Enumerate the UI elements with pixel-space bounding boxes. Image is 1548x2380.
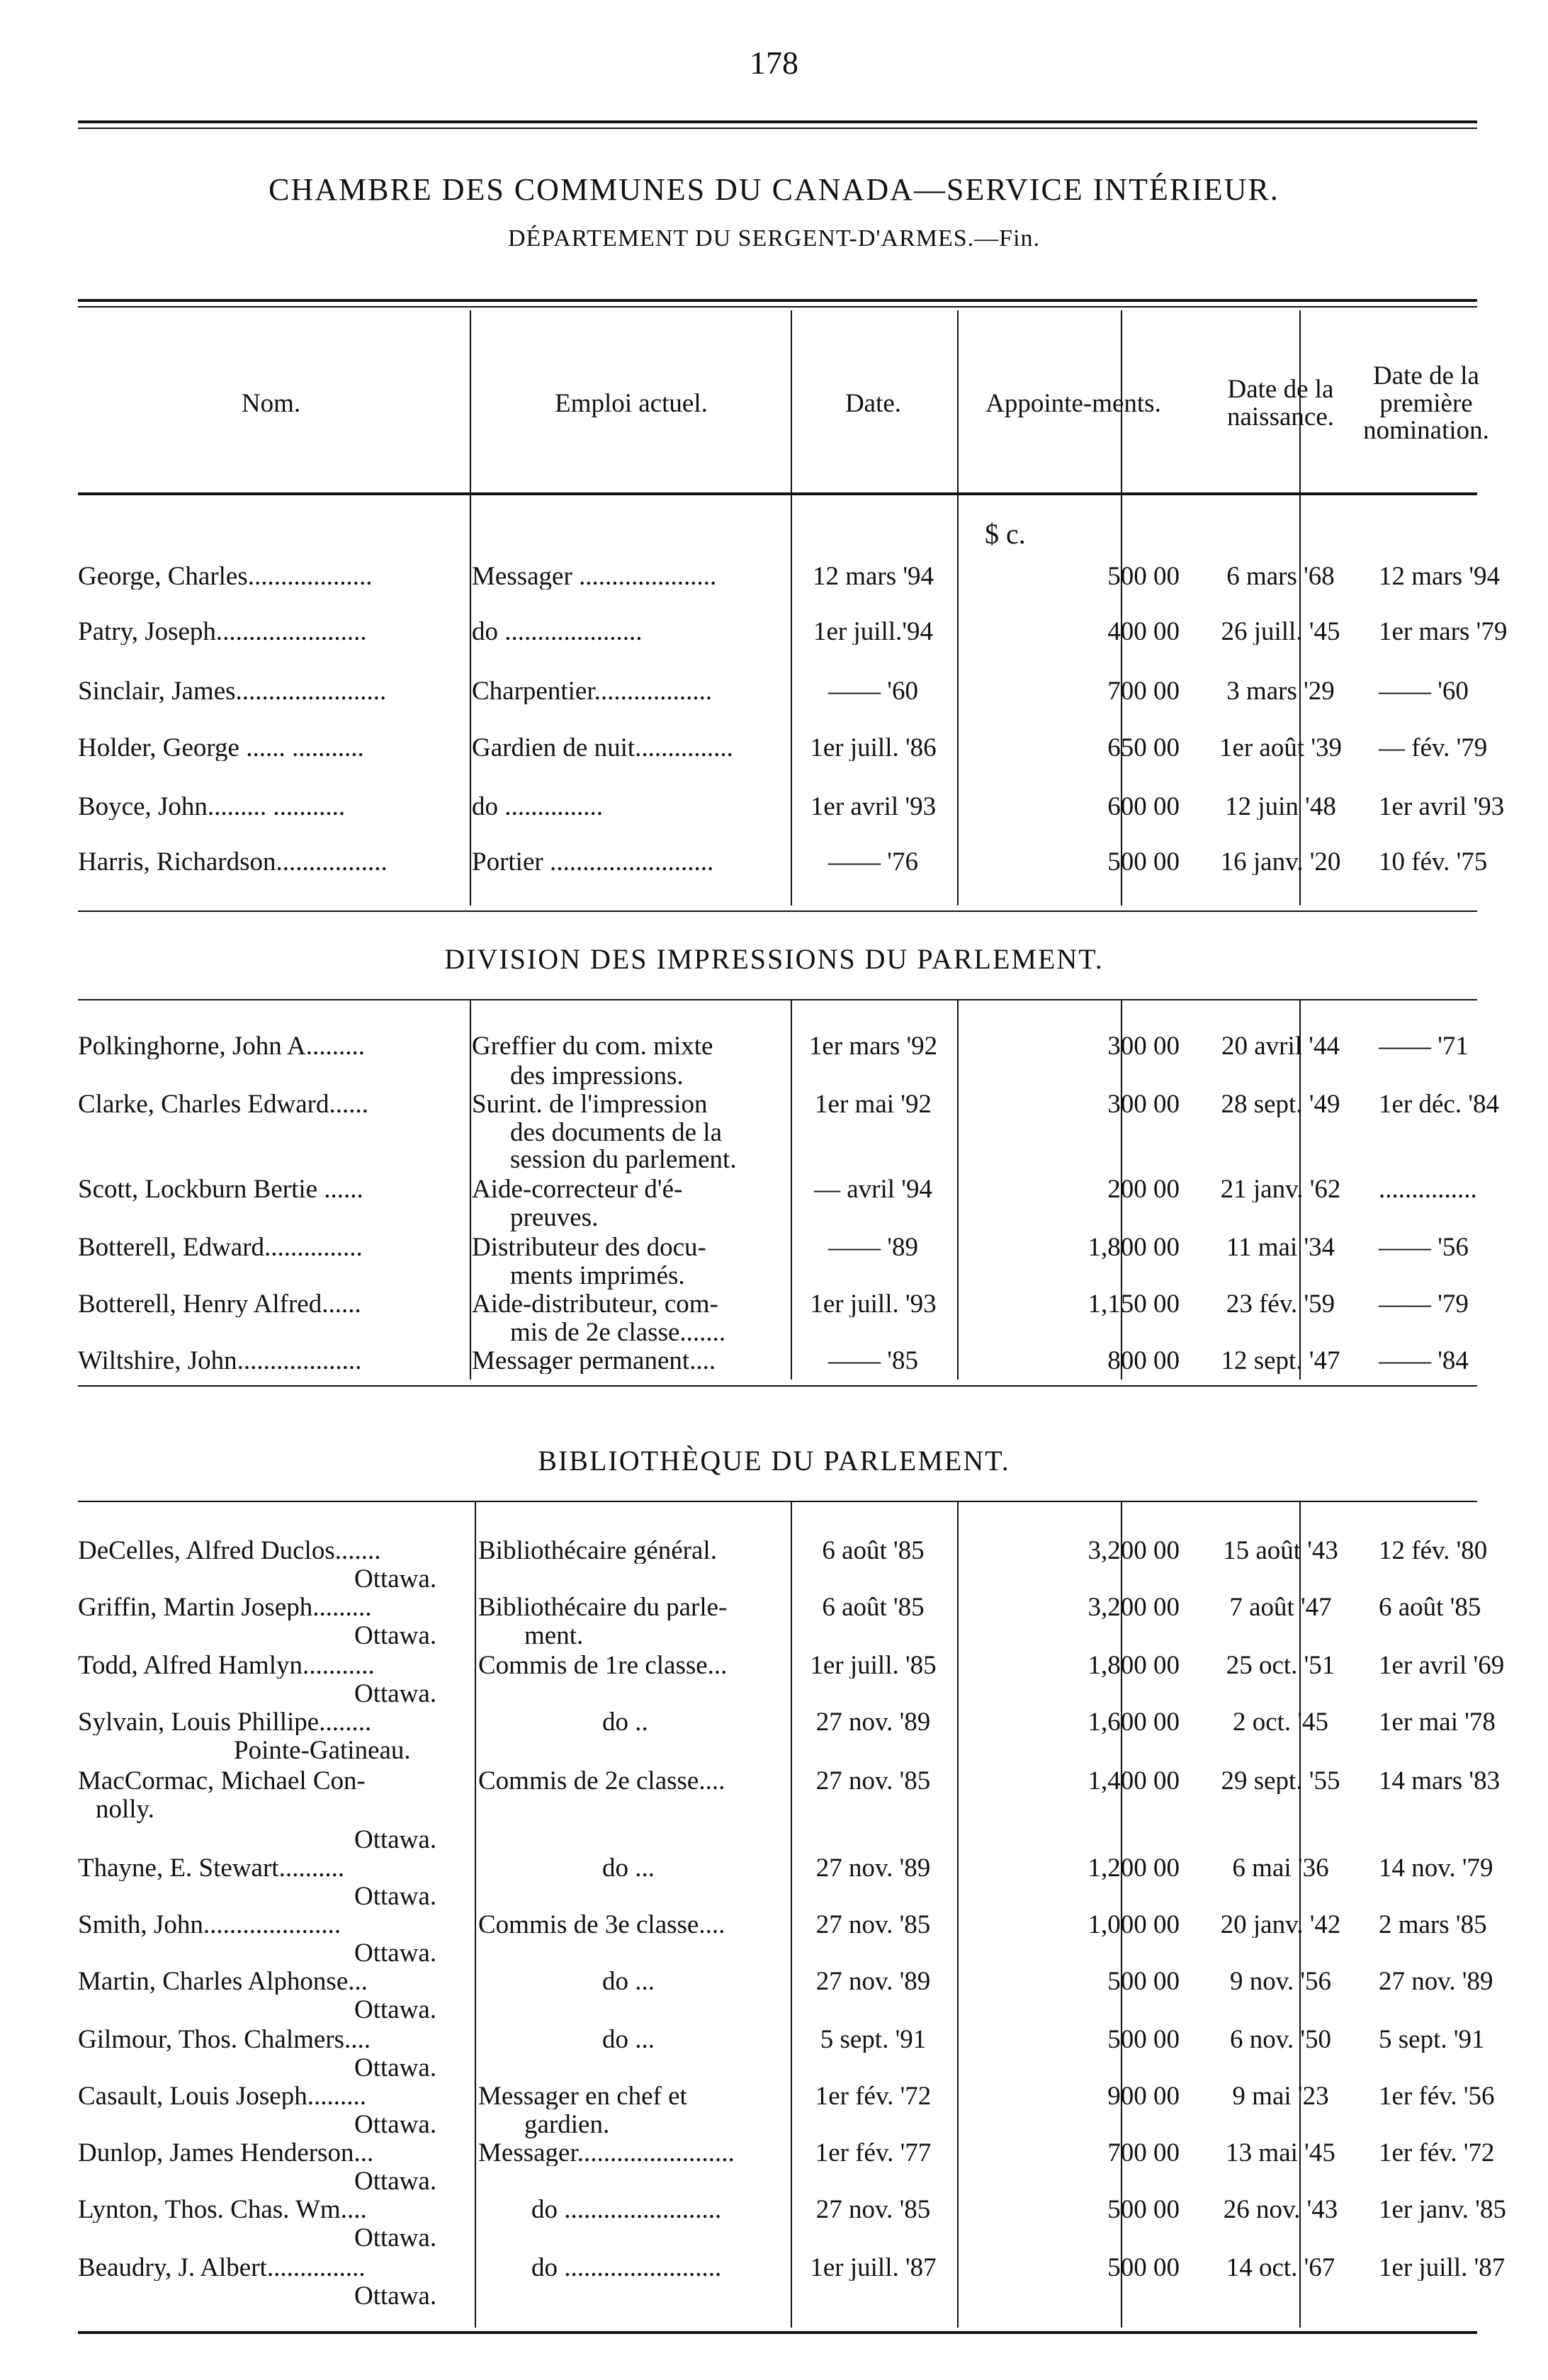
cell-lieu: Ottawa. (354, 2110, 437, 2139)
cell-date: —— '76 (828, 849, 918, 875)
header-bottom-rule (78, 492, 1477, 495)
cell-lieu: Ottawa. (354, 1995, 437, 2024)
cell-date: 1er fév. '77 (815, 2140, 932, 2166)
cell-emploi-cont: session du parlement. (510, 1145, 737, 1174)
cell-nom: Clarke, Charles Edward...... (78, 1091, 368, 1117)
cell-naissance: 9 nov. '56 (1229, 1968, 1331, 1995)
cell-premiere: 6 août '85 (1379, 1594, 1481, 1620)
cell-naissance: 15 août '43 (1223, 1538, 1338, 1564)
cell-emploi: Messager permanent.... (472, 1348, 716, 1374)
cell-naissance: 26 juill. '45 (1221, 619, 1340, 645)
cell-date: 1er avril '93 (810, 794, 937, 820)
cell-nom: Patry, Joseph....................... (78, 619, 367, 645)
cell-premiere: —— '56 (1379, 1234, 1469, 1261)
cell-emploi-cont: preuves. (510, 1203, 599, 1232)
cell-premiere: —— '79 (1379, 1291, 1469, 1317)
cell-appointements: 500 00 (1107, 849, 1180, 875)
cell-emploi: Portier ......................... (472, 849, 714, 875)
cell-emploi: do ............... (472, 794, 603, 820)
cell-emploi: do ... (602, 1855, 655, 1881)
header-top-rule-thin (78, 306, 1477, 308)
cell-naissance: 12 juin '48 (1225, 794, 1336, 820)
cell-date: 1er juill.'94 (813, 619, 934, 645)
page-number: 178 (750, 45, 798, 81)
cell-emploi: Commis de 1re classe... (478, 1652, 728, 1679)
cell-date: 27 nov. '85 (815, 1768, 931, 1794)
cell-emploi: do .. (602, 1709, 648, 1735)
cell-naissance: 26 nov. '43 (1223, 2196, 1338, 2223)
header-naissance: Date de la naissance. (1226, 375, 1335, 432)
cell-naissance: 9 mai '23 (1232, 2083, 1329, 2109)
cell-nom: Casault, Louis Joseph......... (78, 2083, 366, 2109)
cell-nom: George, Charles................... (78, 563, 373, 590)
cell-emploi: Surint. de l'impression (472, 1091, 708, 1117)
cell-emploi: do ... (602, 2026, 655, 2053)
bottom-rule (78, 2331, 1477, 2334)
cell-appointements: 300 00 (1107, 1091, 1180, 1117)
cell-naissance: 1er août '39 (1219, 735, 1343, 761)
cell-emploi: Messager en chef et (478, 2083, 687, 2109)
cell-premiere: 10 fév. '75 (1379, 849, 1488, 875)
cell-nom: Sylvain, Louis Phillipe........ (78, 1709, 372, 1735)
cell-emploi: do ........................ (531, 2196, 722, 2223)
cell-naissance: 23 fév. '59 (1226, 1291, 1335, 1317)
cell-appointements: 800 00 (1107, 1348, 1180, 1374)
cell-appointements: 200 00 (1107, 1176, 1180, 1202)
cell-appointements: 500 00 (1107, 563, 1180, 590)
cell-naissance: 20 avril '44 (1221, 1033, 1340, 1059)
cell-lieu: Ottawa. (354, 2167, 437, 2196)
cell-naissance: 6 mai '36 (1232, 1855, 1329, 1881)
cell-naissance: 29 sept. '55 (1221, 1768, 1340, 1794)
cell-nom: Holder, George ...... ........... (78, 735, 364, 761)
cell-nom: Scott, Lockburn Bertie ...... (78, 1176, 363, 1202)
cell-appointements: 400 00 (1107, 619, 1180, 645)
cell-date: 6 août '85 (822, 1594, 925, 1620)
cell-appointements: 700 00 (1107, 2140, 1180, 2166)
cell-emploi: do ... (602, 1968, 655, 1995)
cell-lieu: Ottawa. (354, 1679, 437, 1708)
header-emploi: Emploi actuel. (555, 388, 708, 418)
cell-premiere: —— '84 (1379, 1348, 1469, 1374)
cell-appointements: 500 00 (1107, 2255, 1180, 2281)
cell-lieu: Ottawa. (354, 1939, 437, 1968)
cell-emploi: Aide-distributeur, com- (472, 1291, 718, 1317)
col-divider (957, 1502, 959, 2328)
cell-nom: Sinclair, James....................... (78, 678, 387, 704)
section-rule (78, 1385, 1477, 1387)
cell-emploi-cont: ments imprimés. (510, 1261, 685, 1290)
cell-lieu: Ottawa. (354, 2282, 437, 2311)
cell-emploi-cont: gardien. (524, 2110, 610, 2139)
section-rule (78, 910, 1477, 912)
cell-premiere: 1er déc. '84 (1379, 1091, 1500, 1117)
cell-naissance: 13 mai '45 (1226, 2140, 1335, 2166)
cell-appointements: 900 00 (1107, 2083, 1180, 2109)
document-title: CHAMBRE DES COMMUNES DU CANADA—SERVICE INTÉRIEUR. (269, 172, 1279, 207)
col-divider (470, 1000, 471, 1380)
cell-premiere: 5 sept. '91 (1379, 2026, 1485, 2053)
header-top-rule (78, 299, 1477, 302)
cell-nom: Boyce, John......... ........... (78, 794, 346, 820)
cell-emploi-cont: ment. (524, 1621, 584, 1650)
cell-appointements: 1,800 00 (1087, 1652, 1180, 1679)
cell-appointements: 1,200 00 (1087, 1855, 1180, 1881)
cell-emploi: Messager........................ (478, 2140, 735, 2166)
cell-nom: Wiltshire, John................... (78, 1348, 362, 1374)
cell-appointements: 500 00 (1107, 2196, 1180, 2223)
document-subtitle: DÉPARTEMENT DU SERGENT-D'ARMES.—Fin. (507, 225, 1041, 252)
header-date: Date. (844, 388, 902, 418)
cell-appointements: 1,800 00 (1087, 1234, 1180, 1261)
cell-emploi: Commis de 2e classe.... (478, 1768, 725, 1794)
cell-nom: Griffin, Martin Joseph......... (78, 1594, 372, 1620)
cell-premiere: 1er fév. '56 (1379, 2083, 1495, 2109)
cell-premiere: 1er mars '79 (1379, 619, 1508, 645)
currency-label: $ c. (985, 518, 1026, 550)
cell-date: 1er juill. '86 (810, 735, 937, 761)
cell-date: 1er juill. '93 (810, 1291, 937, 1317)
cell-nom: Botterell, Edward............... (78, 1234, 363, 1261)
cell-date: 5 sept. '91 (820, 2026, 927, 2053)
cell-premiere: 1er fév. '72 (1379, 2140, 1495, 2166)
cell-date: 1er juill. '85 (810, 1652, 937, 1679)
top-rule (78, 120, 1477, 123)
cell-premiere: ............... (1379, 1176, 1477, 1202)
cell-premiere: 1er juill. '87 (1379, 2255, 1505, 2281)
cell-premiere: 1er avril '93 (1379, 794, 1505, 820)
cell-date: —— '60 (828, 678, 918, 704)
cell-date: 27 nov. '85 (815, 1912, 931, 1938)
cell-emploi-cont: des documents de la (510, 1118, 722, 1147)
cell-emploi-cont: mis de 2e classe....... (510, 1318, 726, 1347)
cell-appointements: 3,200 00 (1087, 1538, 1180, 1564)
cell-premiere: 27 nov. '89 (1379, 1968, 1493, 1995)
cell-appointements: 1,150 00 (1087, 1291, 1180, 1317)
cell-nom: Botterell, Henry Alfred...... (78, 1291, 361, 1317)
cell-appointements: 1,600 00 (1087, 1709, 1180, 1735)
cell-premiere: —— '71 (1379, 1033, 1469, 1059)
cell-date: 27 nov. '89 (815, 1709, 931, 1735)
col-divider (791, 1000, 792, 1380)
cell-appointements: 1,000 00 (1087, 1912, 1180, 1938)
cell-nom: Smith, John..................... (78, 1912, 341, 1938)
cell-emploi: do ........................ (531, 2255, 722, 2281)
cell-appointements: 3,200 00 (1087, 1594, 1180, 1620)
cell-naissance: 11 mai '34 (1226, 1234, 1335, 1261)
cell-date: 27 nov. '85 (815, 2196, 931, 2223)
cell-nom: Thayne, E. Stewart.......... (78, 1855, 345, 1881)
cell-emploi-cont: des impressions. (510, 1061, 684, 1090)
cell-lieu: Ottawa. (354, 1882, 437, 1911)
cell-naissance: 25 oct. '51 (1226, 1652, 1335, 1679)
cell-date: 1er mars '92 (808, 1033, 938, 1059)
cell-nom: MacCormac, Michael Con- (78, 1768, 366, 1794)
cell-emploi: Gardien de nuit............... (472, 735, 733, 761)
col-divider (791, 310, 792, 906)
cell-emploi: Bibliothécaire général. (478, 1538, 717, 1564)
header-premiere: Date de la première nomination. (1363, 361, 1489, 446)
cell-date: — avril '94 (814, 1176, 932, 1202)
cell-nom: Beaudry, J. Albert............... (78, 2255, 366, 2281)
section-heading-impressions: DIVISION DES IMPRESSIONS DU PARLEMENT. (444, 943, 1104, 975)
cell-appointements: 500 00 (1107, 1968, 1180, 1995)
col-divider (957, 1000, 959, 1380)
section-heading-bibliotheque: BIBLIOTHÈQUE DU PARLEMENT. (538, 1445, 1010, 1477)
header-nom: Nom. (241, 388, 301, 418)
cell-date: —— '85 (828, 1348, 918, 1374)
cell-appointements: 300 00 (1107, 1033, 1180, 1059)
cell-lieu: Pointe-Gatineau. (234, 1736, 411, 1765)
cell-date: 1er fév. '72 (815, 2083, 932, 2109)
cell-date: 27 nov. '89 (815, 1855, 931, 1881)
section-rule (78, 1501, 1477, 1502)
cell-emploi: Distributeur des docu- (472, 1234, 706, 1261)
cell-date: —— '89 (828, 1234, 918, 1261)
cell-premiere: 2 mars '85 (1379, 1912, 1487, 1938)
table-header (78, 319, 1489, 489)
cell-nom: DeCelles, Alfred Duclos....... (78, 1538, 381, 1564)
cell-emploi: Bibliothécaire du parle- (478, 1594, 728, 1620)
cell-naissance: 6 mars '68 (1226, 563, 1335, 590)
cell-naissance: 2 oct. '45 (1232, 1709, 1329, 1735)
cell-naissance: 21 janv. '62 (1220, 1176, 1341, 1202)
cell-emploi: do ..................... (472, 619, 643, 645)
cell-nom: Polkinghorne, John A......... (78, 1033, 365, 1059)
cell-appointements: 500 00 (1107, 2026, 1180, 2053)
cell-lieu: Ottawa. (354, 1825, 437, 1854)
cell-naissance: 7 août '47 (1229, 1594, 1332, 1620)
cell-date: 27 nov. '89 (815, 1968, 931, 1995)
section-rule (78, 999, 1477, 1000)
col-divider (475, 1502, 476, 2328)
cell-lieu: Ottawa. (354, 2223, 437, 2252)
cell-date: 6 août '85 (822, 1538, 925, 1564)
cell-naissance: 20 janv. '42 (1220, 1912, 1341, 1938)
cell-date: 12 mars '94 (812, 563, 934, 590)
cell-nom-cont: nolly. (96, 1795, 154, 1824)
cell-premiere: 1er janv. '85 (1379, 2196, 1506, 2223)
cell-nom: Martin, Charles Alphonse... (78, 1968, 368, 1995)
cell-naissance: 3 mars '29 (1226, 678, 1335, 704)
cell-emploi: Commis de 3e classe.... (478, 1912, 725, 1938)
cell-date: 1er juill. '87 (810, 2255, 937, 2281)
cell-premiere: 1er avril '69 (1379, 1652, 1505, 1679)
cell-nom: Harris, Richardson................. (78, 849, 388, 875)
cell-naissance: 28 sept. '49 (1221, 1091, 1340, 1117)
cell-lieu: Ottawa. (354, 2053, 437, 2082)
cell-premiere: 12 mars '94 (1379, 563, 1501, 590)
cell-emploi: Messager ..................... (472, 563, 717, 590)
col-divider (957, 310, 959, 906)
cell-appointements: 700 00 (1107, 678, 1180, 704)
cell-emploi: Greffier du com. mixte (472, 1033, 713, 1059)
header-appointements: Appointe-ments. (985, 388, 1161, 418)
cell-appointements: 650 00 (1107, 735, 1180, 761)
cell-nom: Gilmour, Thos. Chalmers.... (78, 2026, 371, 2053)
cell-naissance: 16 janv. '20 (1220, 849, 1341, 875)
cell-emploi: Aide-correcteur d'é- (472, 1176, 683, 1202)
cell-premiere: 14 nov. '79 (1379, 1855, 1493, 1881)
cell-premiere: —— '60 (1379, 678, 1469, 704)
cell-nom: Lynton, Thos. Chas. Wm.... (78, 2196, 367, 2223)
cell-naissance: 12 sept. '47 (1221, 1348, 1340, 1374)
cell-premiere: — fév. '79 (1379, 735, 1488, 761)
cell-appointements: 600 00 (1107, 794, 1180, 820)
cell-naissance: 14 oct. '67 (1226, 2255, 1335, 2281)
cell-appointements: 1,400 00 (1087, 1768, 1180, 1794)
top-rule-thin (78, 128, 1477, 129)
cell-premiere: 12 fév. '80 (1379, 1538, 1488, 1564)
cell-lieu: Ottawa. (354, 1621, 437, 1650)
col-divider (470, 310, 471, 906)
cell-premiere: 1er mai '78 (1379, 1709, 1496, 1735)
cell-nom: Dunlop, James Henderson... (78, 2140, 374, 2166)
cell-naissance: 6 nov. '50 (1229, 2026, 1331, 2053)
cell-lieu: Ottawa. (354, 1564, 437, 1594)
cell-emploi: Charpentier.................. (472, 678, 713, 704)
cell-nom: Todd, Alfred Hamlyn........... (78, 1652, 375, 1679)
cell-premiere: 14 mars '83 (1379, 1768, 1501, 1794)
cell-date: 1er mai '92 (815, 1091, 932, 1117)
